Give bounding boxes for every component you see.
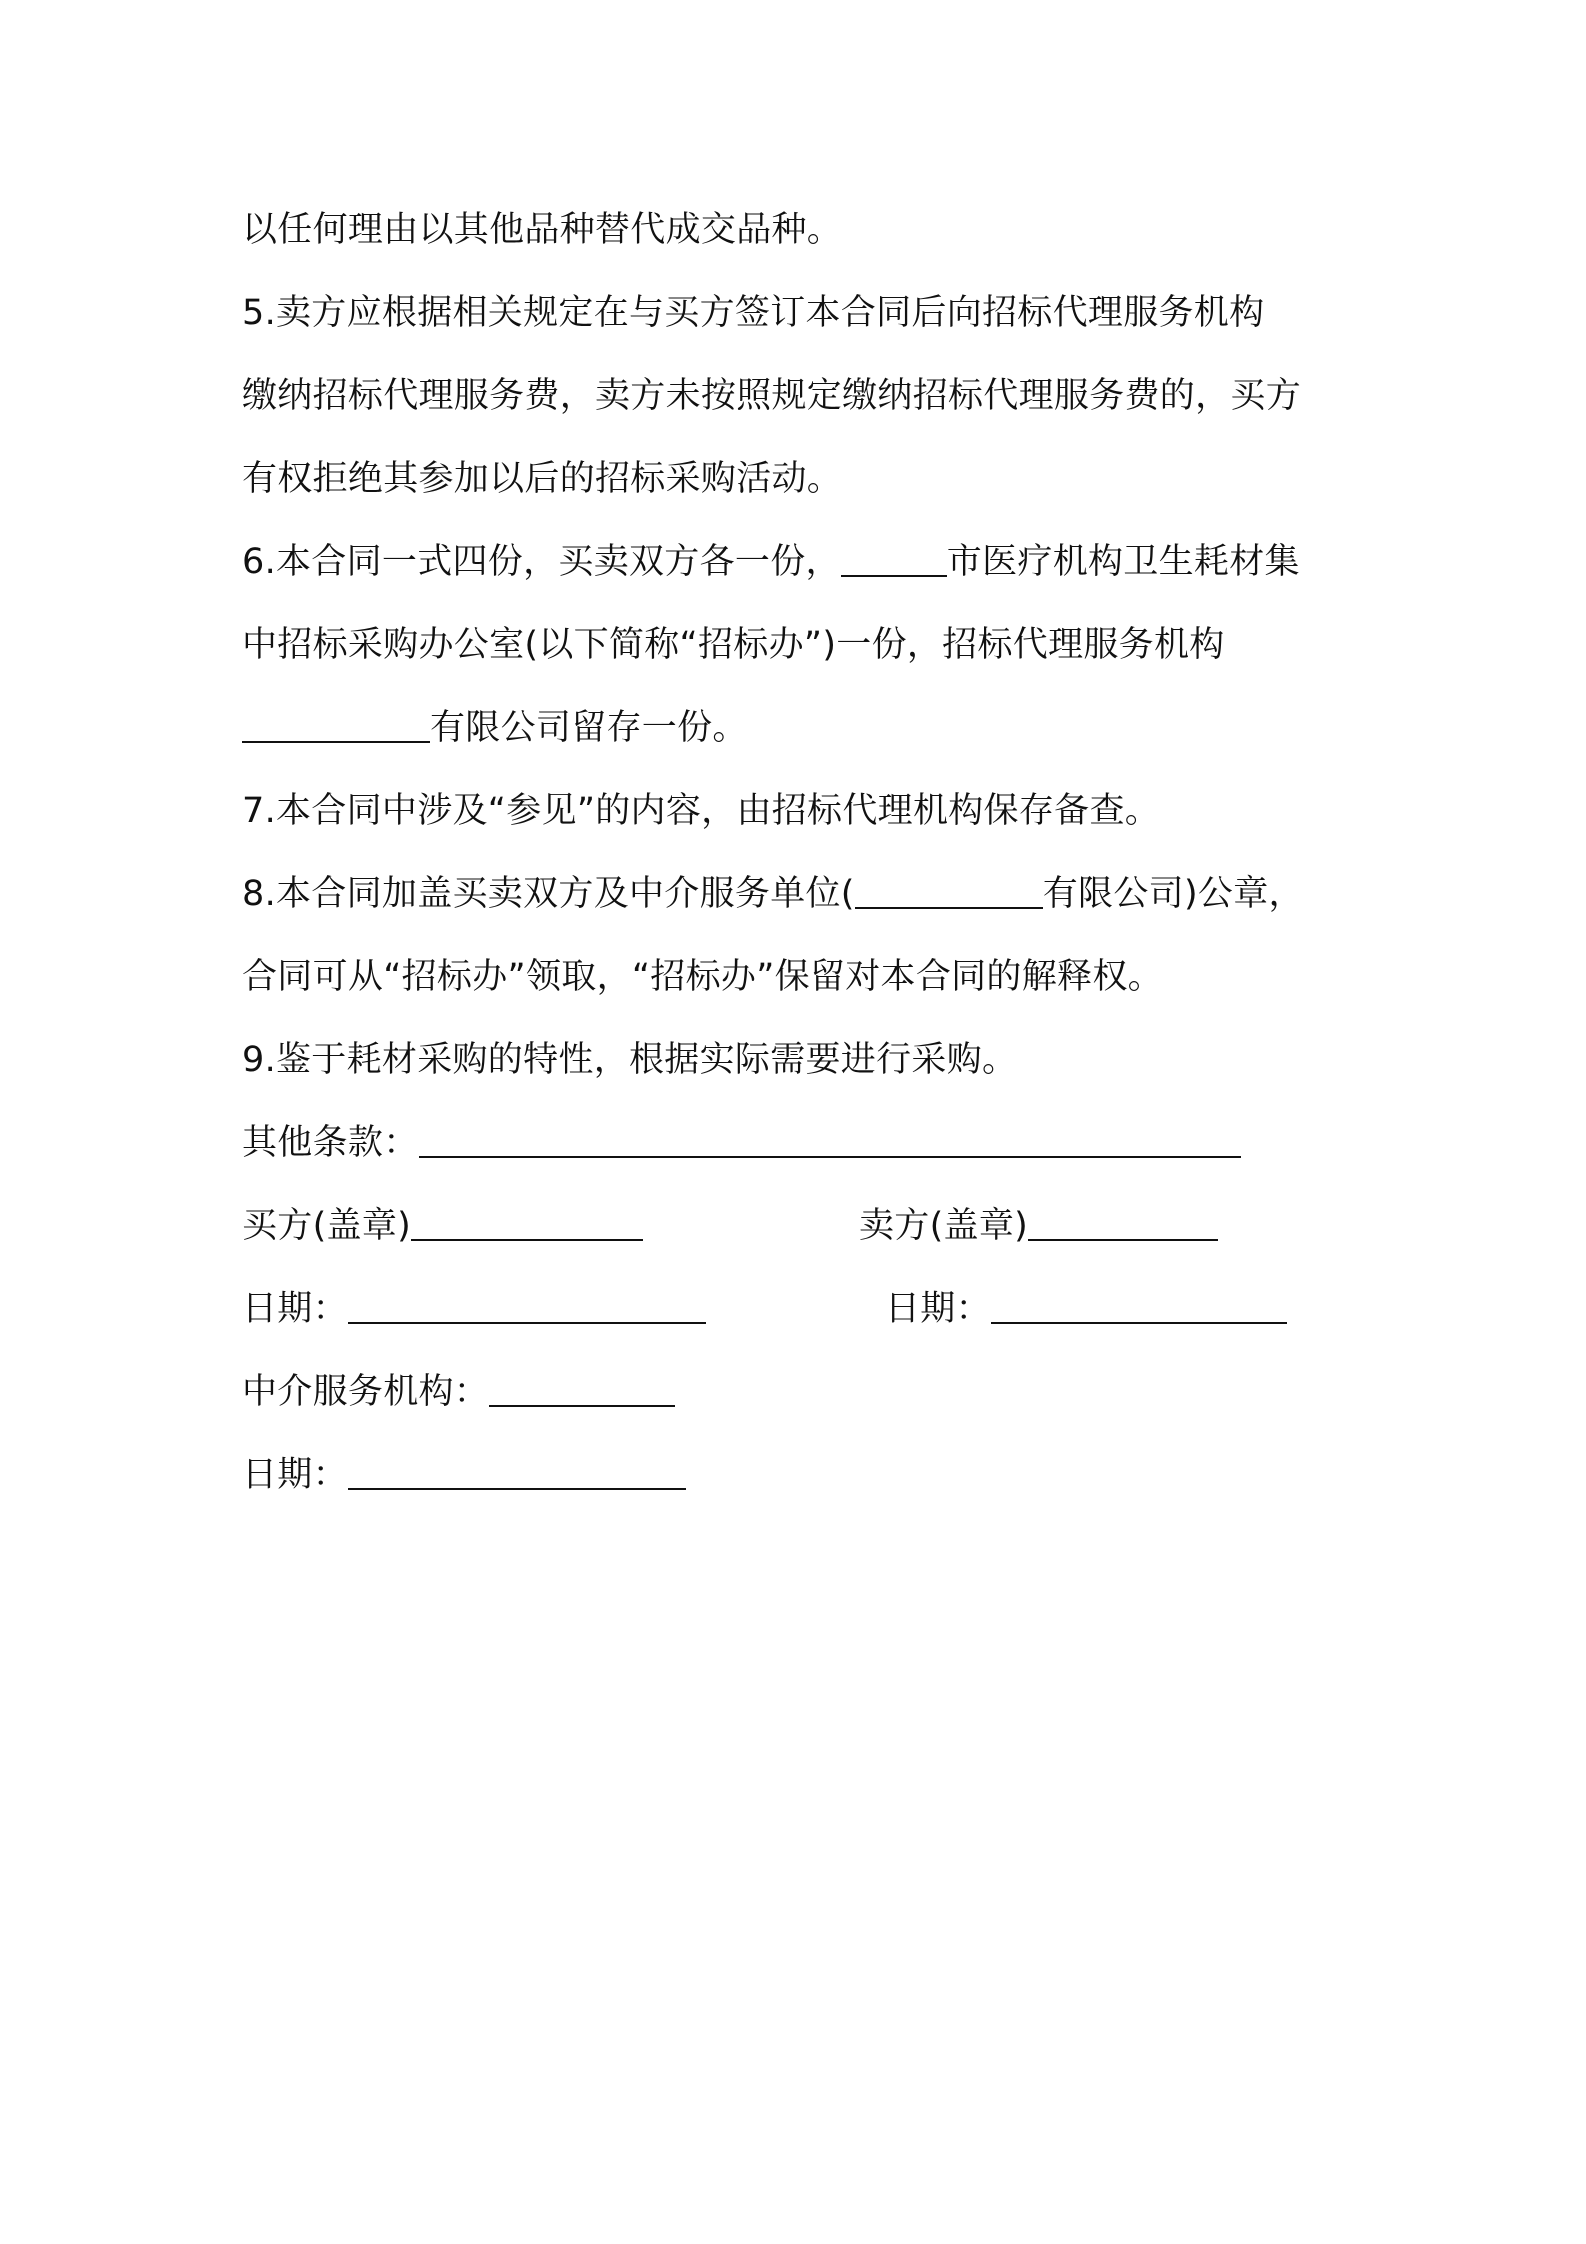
date-row — [242, 1284, 1362, 1334]
paragraph-5-line-1: 5.卖方应根据相关规定在与买方签订本合同后向招标代理服务机构 — [242, 293, 1265, 333]
buyer-stamp: 买方(盖章) — [242, 1206, 643, 1246]
paragraph-5-line-2: 缴纳招标代理服务费，卖方未按照规定缴纳招标代理服务费的，买方 — [242, 376, 1302, 416]
seller-stamp: 卖方(盖章) — [859, 1201, 1218, 1251]
paragraph-7: 7.本合同中涉及“参见”的内容，由招标代理机构保存备查。 — [242, 791, 1161, 831]
paragraph-8-line-2: 合同可从“招标办”领取，“招标办”保留对本合同的解释权。 — [242, 957, 1163, 997]
paragraph-5-line-3: 有权拒绝其参加以后的招标采购活动。 — [242, 459, 843, 499]
buyer-date: 日期： — [242, 1289, 706, 1329]
paragraph-6-line-1: 6.本合同一式四份，买卖双方各一份， 市医疗机构卫生耗材集 — [242, 537, 1362, 587]
blank-agency-company[interactable] — [242, 705, 430, 743]
other-terms-row: 其他条款： — [242, 1118, 1362, 1168]
paragraph-8-line-1: 8.本合同加盖买卖双方及中介服务单位( 有限公司)公章， — [242, 869, 1362, 919]
paragraph-4-tail: 以任何理由以其他品种替代成交品种。 — [242, 210, 843, 250]
seller-stamp-field[interactable] — [1028, 1203, 1218, 1241]
agency-date-field[interactable] — [348, 1452, 686, 1490]
buyer-date-field[interactable] — [348, 1286, 706, 1324]
stamp-row — [242, 1201, 1362, 1251]
paragraph-6-line-3: 有限公司留存一份。 — [242, 703, 1362, 753]
blank-intermediary-company[interactable] — [855, 871, 1043, 909]
seller-date-field[interactable] — [991, 1286, 1287, 1324]
agency-field[interactable] — [489, 1369, 675, 1407]
paragraph-9: 9.鉴于耗材采购的特性，根据实际需要进行采购。 — [242, 1040, 1018, 1080]
agency-row: 中介服务机构： — [242, 1367, 1362, 1417]
buyer-stamp-field[interactable] — [411, 1203, 643, 1241]
agency-date-row: 日期： — [242, 1450, 1362, 1500]
other-terms-field[interactable] — [419, 1120, 1241, 1158]
paragraph-6-line-2: 中招标采购办公室(以下简称“招标办”)一份，招标代理服务机构 — [242, 625, 1225, 665]
seller-date: 日期： — [885, 1284, 1287, 1334]
blank-city[interactable] — [841, 539, 947, 577]
